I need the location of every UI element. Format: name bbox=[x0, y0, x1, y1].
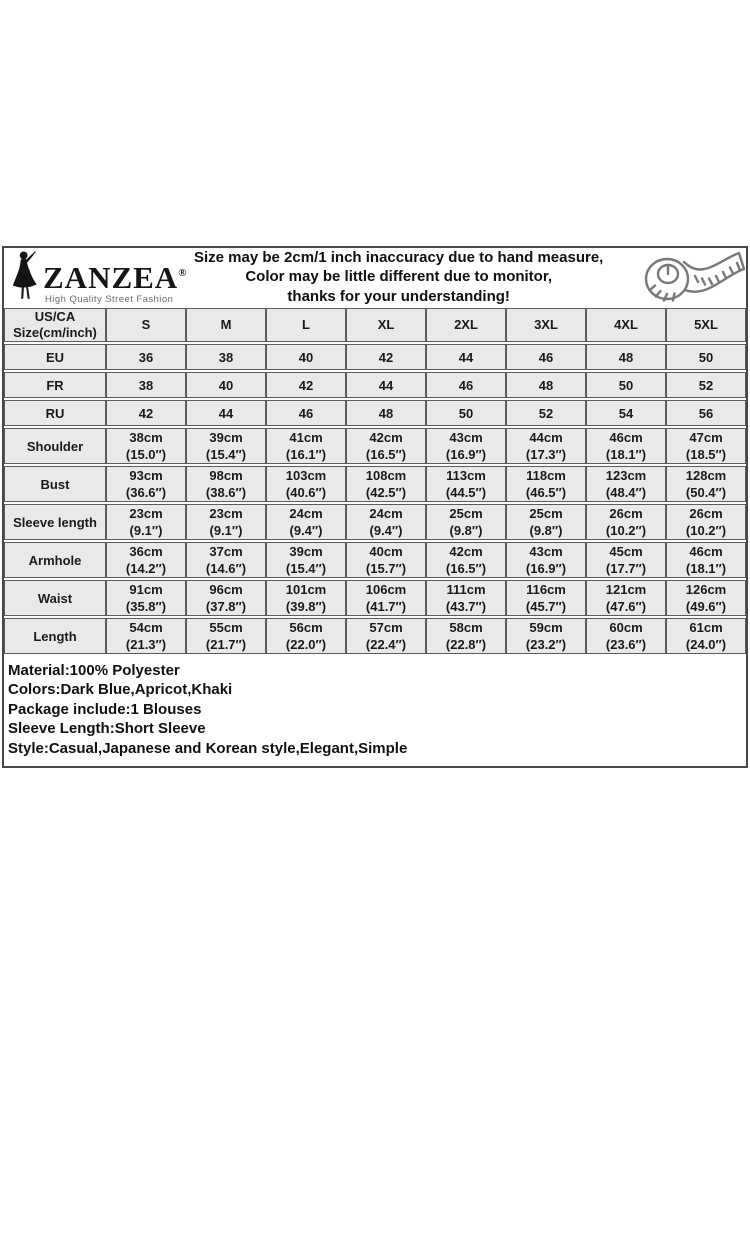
value-cell: 58cm (22.8″) bbox=[426, 618, 506, 654]
value-cell: 26cm (10.2″) bbox=[666, 504, 746, 540]
size-col-header: S bbox=[106, 308, 186, 342]
value-cell: 96cm (37.8″) bbox=[186, 580, 266, 616]
value-cell: 48 bbox=[506, 372, 586, 398]
value-cell: 36 bbox=[106, 344, 186, 370]
product-info-line-style: Style:Casual,Japanese and Korean style,Elegant,Simple bbox=[8, 739, 408, 757]
value-cell: 39cm (15.4″) bbox=[186, 428, 266, 464]
row-label: Armhole bbox=[4, 542, 106, 578]
value-cell: 116cm (45.7″) bbox=[506, 580, 586, 616]
value-cell: 45cm (17.7″) bbox=[586, 542, 666, 578]
table-header-row bbox=[4, 308, 746, 342]
size-col-header: XL bbox=[346, 308, 426, 342]
product-info-line-package: Package include:1 Blouses bbox=[8, 700, 202, 718]
size-col-header: 2XL bbox=[426, 308, 506, 342]
value-cell: 98cm (38.6″) bbox=[186, 466, 266, 502]
value-cell: 42 bbox=[106, 400, 186, 426]
value-cell: 126cm (49.6″) bbox=[666, 580, 746, 616]
value-cell: 42cm (16.5″) bbox=[346, 428, 426, 464]
size-col-header: 4XL bbox=[586, 308, 666, 342]
value-cell: 24cm (9.4″) bbox=[266, 504, 346, 540]
value-cell: 50 bbox=[586, 372, 666, 398]
measuring-tape-icon bbox=[637, 249, 750, 306]
registered-mark: ® bbox=[178, 266, 187, 279]
value-cell: 39cm (15.4″) bbox=[266, 542, 346, 578]
value-cell: 50 bbox=[666, 344, 746, 370]
size-col-header: 5XL bbox=[666, 308, 746, 342]
value-cell: 59cm (23.2″) bbox=[506, 618, 586, 654]
value-cell: 46cm (18.1″) bbox=[586, 428, 666, 464]
value-cell: 113cm (44.5″) bbox=[426, 466, 506, 502]
table-row bbox=[4, 580, 746, 616]
row-label: EU bbox=[4, 344, 106, 370]
disclaimer-line-1: Size may be 2cm/1 inch inaccuracy due to hand measure, bbox=[194, 248, 604, 266]
value-cell: 91cm (35.8″) bbox=[106, 580, 186, 616]
value-cell: 118cm (46.5″) bbox=[506, 466, 586, 502]
brand-text bbox=[43, 258, 186, 307]
woman-silhouette-icon bbox=[12, 248, 40, 307]
value-cell: 106cm (41.7″) bbox=[346, 580, 426, 616]
value-cell: 36cm (14.2″) bbox=[106, 542, 186, 578]
table-row bbox=[4, 618, 746, 654]
value-cell: 101cm (39.8″) bbox=[266, 580, 346, 616]
table-row bbox=[4, 428, 746, 464]
product-info-line-material: Material:100% Polyester bbox=[8, 662, 180, 679]
size-col-header: M bbox=[186, 308, 266, 342]
value-cell: 40 bbox=[266, 344, 346, 370]
value-cell: 93cm (36.6″) bbox=[106, 466, 186, 502]
corner-header: US/CA Size(cm/inch) bbox=[4, 308, 106, 342]
value-cell: 25cm (9.8″) bbox=[506, 504, 586, 540]
value-cell: 42cm (16.5″) bbox=[426, 542, 506, 578]
row-label: FR bbox=[4, 372, 106, 398]
value-cell: 38cm (15.0″) bbox=[106, 428, 186, 464]
value-cell: 40 bbox=[186, 372, 266, 398]
value-cell: 23cm (9.1″) bbox=[106, 504, 186, 540]
brand-logo bbox=[12, 248, 194, 307]
value-cell: 44 bbox=[346, 372, 426, 398]
value-cell: 47cm (18.5″) bbox=[666, 428, 746, 464]
value-cell: 48 bbox=[346, 400, 426, 426]
value-cell: 38 bbox=[186, 344, 266, 370]
value-cell: 54 bbox=[586, 400, 666, 426]
size-col-header: 3XL bbox=[506, 308, 586, 342]
row-label: Shoulder bbox=[4, 428, 106, 464]
value-cell: 103cm (40.6″) bbox=[266, 466, 346, 502]
value-cell: 42 bbox=[346, 344, 426, 370]
value-cell: 44 bbox=[426, 344, 506, 370]
brand-tagline: High Quality Street Fashion bbox=[45, 293, 174, 305]
row-label: RU bbox=[4, 400, 106, 426]
value-cell: 128cm (50.4″) bbox=[666, 466, 746, 502]
value-cell: 61cm (24.0″) bbox=[666, 618, 746, 654]
value-cell: 43cm (16.9″) bbox=[426, 428, 506, 464]
value-cell: 50 bbox=[426, 400, 506, 426]
disclaimer-line-3: thanks for your understanding! bbox=[287, 287, 510, 305]
row-label: Length bbox=[4, 618, 106, 654]
chart-header bbox=[4, 248, 746, 306]
value-cell: 123cm (48.4″) bbox=[586, 466, 666, 502]
value-cell: 55cm (21.7″) bbox=[186, 618, 266, 654]
value-cell: 52 bbox=[506, 400, 586, 426]
row-label: Bust bbox=[4, 466, 106, 502]
value-cell: 46cm (18.1″) bbox=[666, 542, 746, 578]
product-info bbox=[4, 656, 746, 766]
size-chart-sheet bbox=[2, 246, 748, 768]
row-label: Waist bbox=[4, 580, 106, 616]
value-cell: 26cm (10.2″) bbox=[586, 504, 666, 540]
value-cell: 56cm (22.0″) bbox=[266, 618, 346, 654]
value-cell: 48 bbox=[586, 344, 666, 370]
table-row bbox=[4, 400, 746, 426]
value-cell: 44cm (17.3″) bbox=[506, 428, 586, 464]
product-info-line-sleeve: Sleeve Length:Short Sleeve bbox=[8, 720, 206, 738]
disclaimer-line-2: Color may be little different due to monitor, bbox=[245, 268, 553, 286]
value-cell: 43cm (16.9″) bbox=[506, 542, 586, 578]
value-cell: 25cm (9.8″) bbox=[426, 504, 506, 540]
value-cell: 46 bbox=[506, 344, 586, 370]
value-cell: 111cm (43.7″) bbox=[426, 580, 506, 616]
value-cell: 46 bbox=[266, 400, 346, 426]
value-cell: 60cm (23.6″) bbox=[586, 618, 666, 654]
table-row bbox=[4, 542, 746, 578]
table-row bbox=[4, 504, 746, 540]
value-cell: 37cm (14.6″) bbox=[186, 542, 266, 578]
value-cell: 56 bbox=[666, 400, 746, 426]
table-row bbox=[4, 344, 746, 370]
value-cell: 38 bbox=[106, 372, 186, 398]
value-cell: 46 bbox=[426, 372, 506, 398]
value-cell: 41cm (16.1″) bbox=[266, 428, 346, 464]
table-row bbox=[4, 372, 746, 398]
value-cell: 54cm (21.3″) bbox=[106, 618, 186, 654]
brand-name: ZANZEA® bbox=[43, 259, 187, 295]
value-cell: 23cm (9.1″) bbox=[186, 504, 266, 540]
value-cell: 44 bbox=[186, 400, 266, 426]
size-disclaimer bbox=[194, 248, 603, 307]
product-info-line-colors: Colors:Dark Blue,Apricot,Khaki bbox=[8, 681, 233, 699]
row-label: Sleeve length bbox=[4, 504, 106, 540]
value-cell: 57cm (22.4″) bbox=[346, 618, 426, 654]
size-chart-table bbox=[4, 306, 746, 656]
value-cell: 40cm (15.7″) bbox=[346, 542, 426, 578]
size-col-header: L bbox=[266, 308, 346, 342]
value-cell: 108cm (42.5″) bbox=[346, 466, 426, 502]
value-cell: 121cm (47.6″) bbox=[586, 580, 666, 616]
value-cell: 24cm (9.4″) bbox=[346, 504, 426, 540]
table-row bbox=[4, 466, 746, 502]
value-cell: 52 bbox=[666, 372, 746, 398]
value-cell: 42 bbox=[266, 372, 346, 398]
